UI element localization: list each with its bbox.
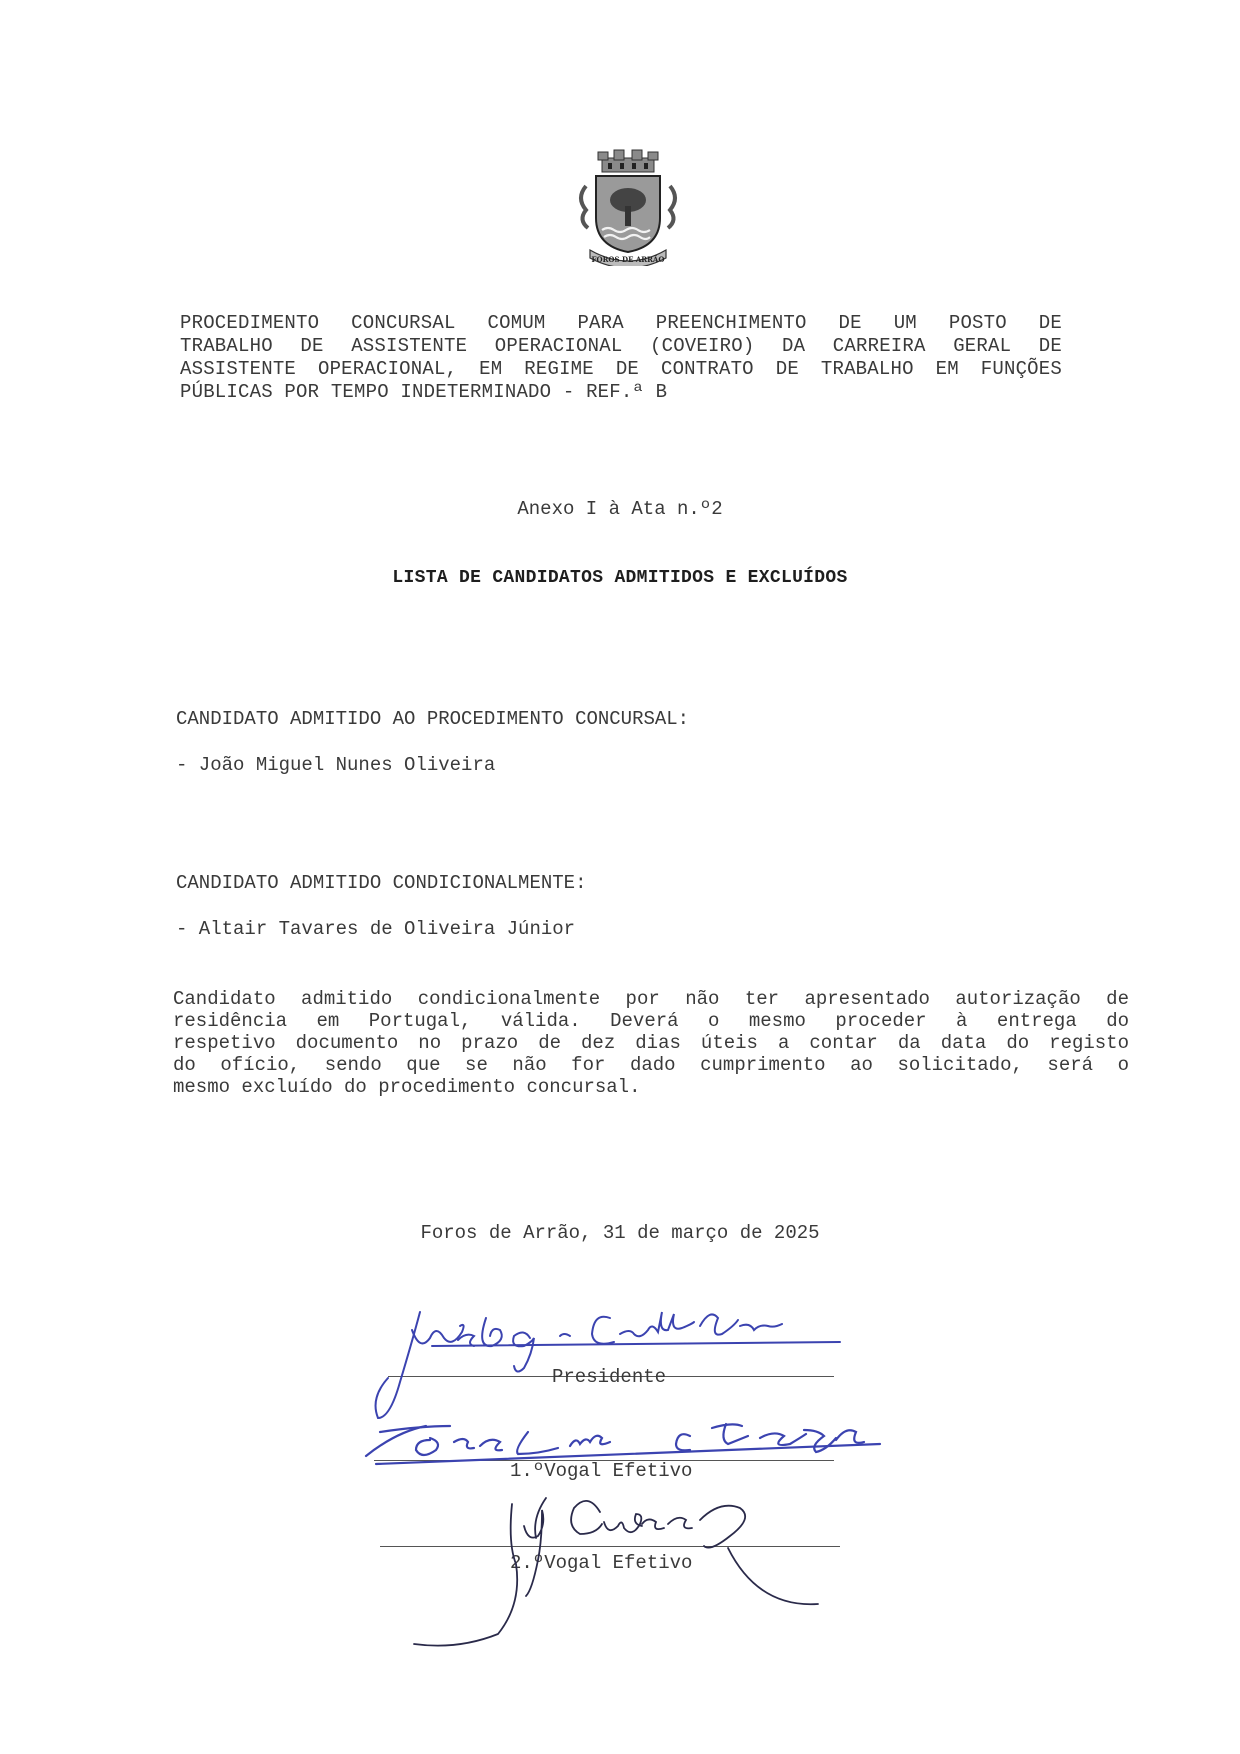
- crest-motto: FOROS DE ARRÃO: [591, 255, 665, 264]
- admitted-heading: CANDIDATO ADMITIDO AO PROCEDIMENTO CONCURSAL:: [176, 708, 690, 730]
- second-vogal-signature: [414, 1498, 818, 1646]
- conditional-candidate: - Altair Tavares de Oliveira Júnior: [176, 918, 576, 940]
- conditional-note-line: mesmo excluído do procedimento concursal.: [173, 1076, 641, 1098]
- annex-reference: Anexo I à Ata n.º2: [517, 498, 723, 520]
- admitted-candidate: - João Miguel Nunes Oliveira: [176, 754, 496, 776]
- conditional-note-line: do ofício, sendo que se não for dado cumprimento ao solicitado, será o: [173, 1054, 1129, 1076]
- second-vogal-label: 2.ºVogal Efetivo: [510, 1552, 693, 1574]
- president-signature: [376, 1312, 840, 1418]
- procedure-heading-line: TRABALHO DE ASSISTENTE OPERACIONAL (COVEIRO) DA CARREIRA GERAL DE: [180, 335, 1062, 357]
- conditional-note-line: Candidato admitido condicionalmente por não ter apresentado autorização de: [173, 988, 1129, 1010]
- place-date: Foros de Arrão, 31 de março de 2025: [420, 1222, 820, 1244]
- conditional-note-line: residência em Portugal, válida. Deverá o mesmo proceder à entrega do: [173, 1010, 1129, 1032]
- procedure-heading-line: PÚBLICAS POR TEMPO INDETERMINADO - REF.ª B: [180, 381, 668, 403]
- conditional-heading: CANDIDATO ADMITIDO CONDICIONALMENTE:: [176, 872, 587, 894]
- list-title: LISTA DE CANDIDATOS ADMITIDOS E EXCLUÍDOS: [392, 568, 848, 588]
- procedure-heading-line: ASSISTENTE OPERACIONAL, EM REGIME DE CONTRATO DE TRABALHO EM FUNÇÕES: [180, 358, 1062, 380]
- first-vogal-label: 1.ºVogal Efetivo: [510, 1460, 693, 1482]
- president-label: Presidente: [552, 1366, 667, 1388]
- first-vogal-signature: [366, 1424, 880, 1464]
- conditional-note-line: respetivo documento no prazo de dez dias úteis a contar da data do registo: [173, 1032, 1129, 1054]
- procedure-heading-line: PROCEDIMENTO CONCURSAL COMUM PARA PREENCHIMENTO DE UM POSTO DE: [180, 312, 1062, 334]
